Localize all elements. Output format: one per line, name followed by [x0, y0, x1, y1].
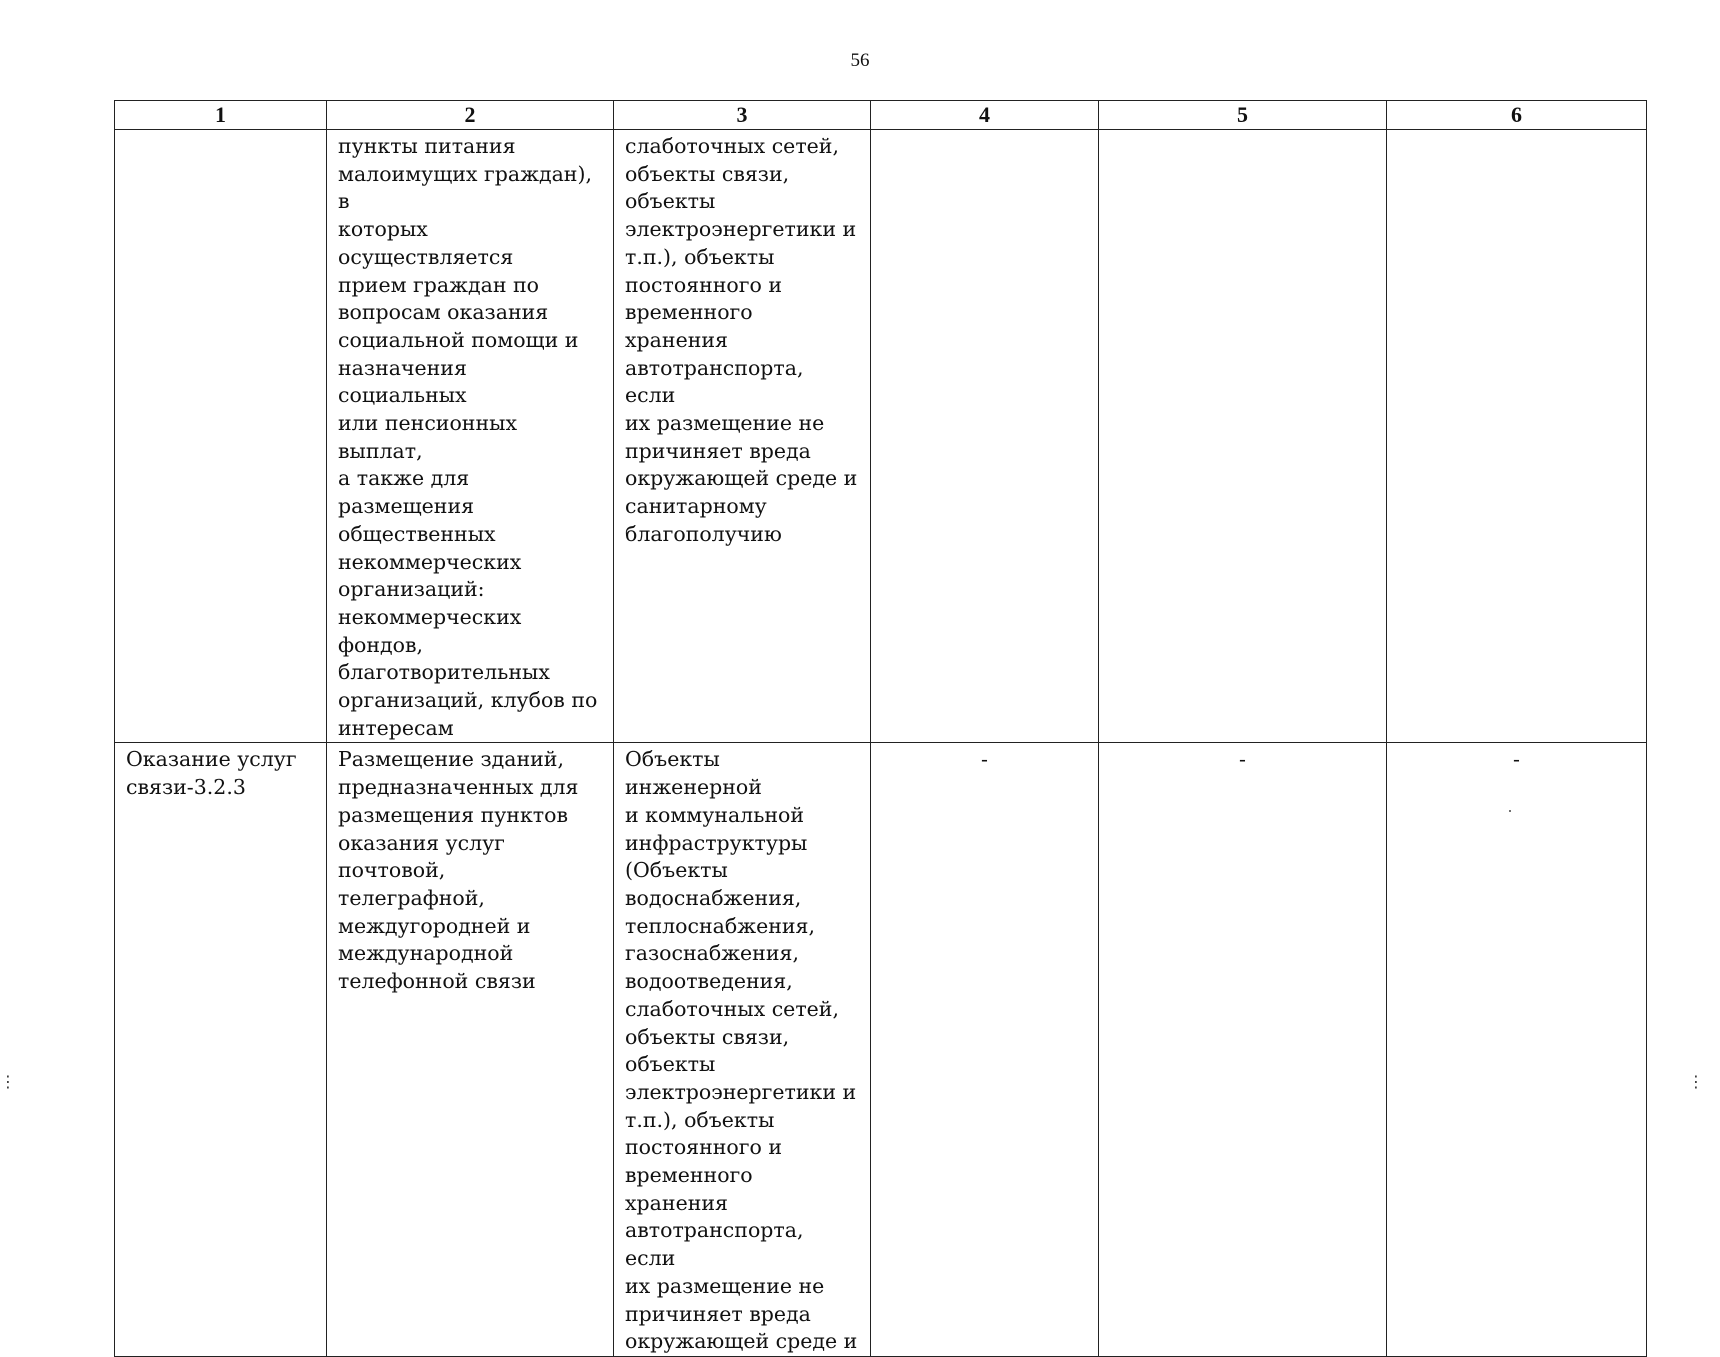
cell-column-4 — [871, 130, 1099, 743]
cell-use-description: Размещение зданий, предназначенных для размещения пунктов оказания услуг почтовой, телеграфной, междугородней и международной телефонной связи — [327, 743, 614, 1356]
cell-column-6: - — [1387, 743, 1647, 1356]
cell-land-use-name — [115, 130, 327, 743]
scan-edge-mark-right: ⋮ — [1688, 1072, 1704, 1091]
cell-column-4: - — [871, 743, 1099, 1356]
table-row — [115, 130, 1647, 743]
zoning-table — [114, 100, 1647, 1357]
column-header-3: 3 — [614, 101, 871, 130]
cell-auxiliary-uses: слаботочных сетей, объекты связи, объекты электроэнергетики и т.п.), объекты постоянного и временного хранения автотранспорта, если их размещение не причиняет вреда окружающей среде и санитарному благополучию — [614, 130, 871, 743]
page-number: 56 — [850, 50, 870, 71]
column-header-2: 2 — [327, 101, 614, 130]
column-header-1: 1 — [115, 101, 327, 130]
scan-speck — [1509, 810, 1511, 812]
column-header-4: 4 — [871, 101, 1099, 130]
table-header-row — [115, 101, 1647, 130]
column-header-5: 5 — [1099, 101, 1387, 130]
cell-land-use-name: Оказание услуг связи-3.2.3 — [115, 743, 327, 1356]
cell-use-description: пункты питания малоимущих граждан), в которых осуществляется прием граждан по вопросам оказания социальной помощи и назначения социальных или пенсионных выплат, а также для размещения общественных некоммерческих организаций: некоммерческих фондов, благотворительных организаций, клубов по интересам — [327, 130, 614, 743]
cell-column-5: - — [1099, 743, 1387, 1356]
cell-column-5 — [1099, 130, 1387, 743]
table-row — [115, 743, 1647, 1356]
cell-column-6 — [1387, 130, 1647, 743]
column-header-6: 6 — [1387, 101, 1647, 130]
scan-edge-mark-left: ⋮ — [0, 1072, 16, 1091]
cell-auxiliary-uses: Объекты инженерной и коммунальной инфраструктуры (Объекты водоснабжения, теплоснабжения, газоснабжения, водоотведения, слаботочных сетей, объекты связи, объекты электроэнергетики и т.п.), объекты постоянного и временного хранения автотранспорта, если их размещение не причиняет вреда окружающей среде и — [614, 743, 871, 1356]
